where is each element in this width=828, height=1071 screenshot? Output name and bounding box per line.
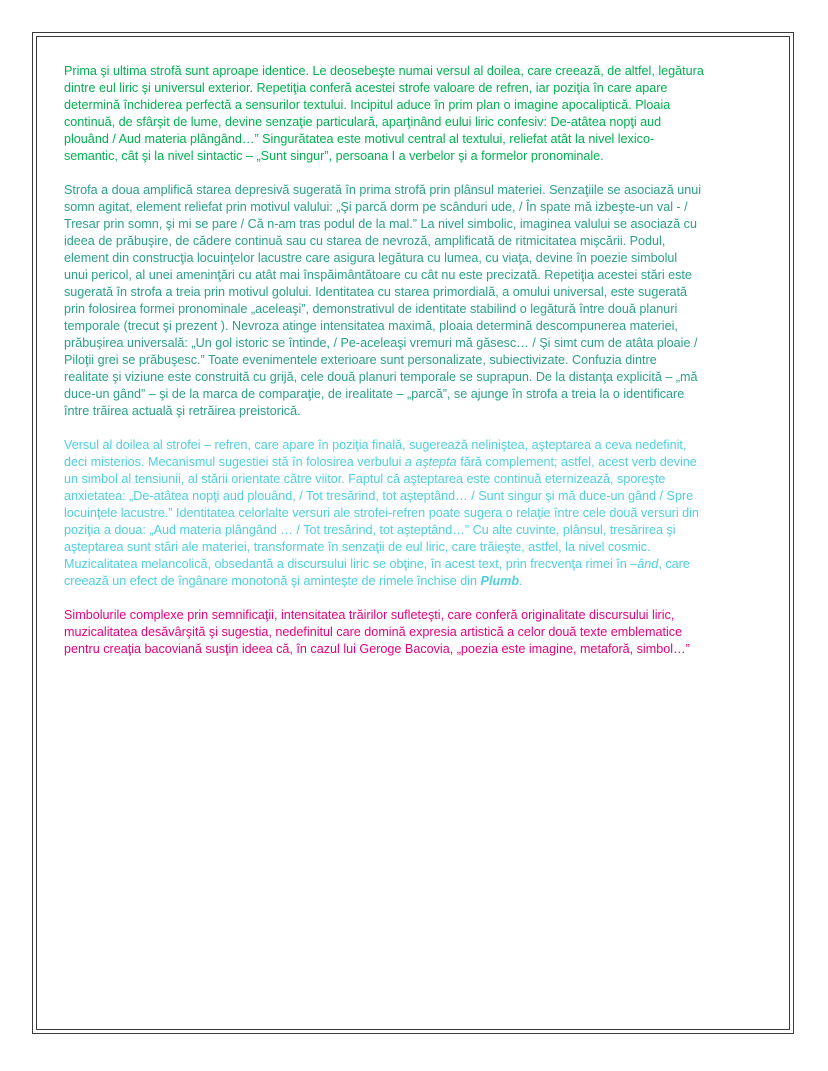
paragraph-3-text-1: Versul al doilea al strofei – refren, care apare în poziţia finală, sugerează neliniştea, aşteptarea a ceva nedefinit, deci misterios. Mecanismul sugestiei stă în folosirea verbului: [64, 438, 687, 469]
paragraph-3-italic-verb: a aştepta: [404, 455, 457, 469]
paragraph-1: Prima şi ultima strofă sunt aproape identice. Le deosebeşte numai versul al doilea, care creează, de altfel, legătura dintre eul liric şi universul exterior. Repetiţia conferă acestei strofe valoare de refren, iar poziţia în care apare determină închiderea perfectă a sensurilor textului. Incipitul aduce în prim plan o imagine apocaliptică. Ploaia continuă, de sfârşit de lume, devine senzaţie particulară, aparţinând eului liric confesiv: De-atâtea nopţi aud plouând / Aud materia plângând…” Singurătatea este motivul central al textului, reliefat atât la nivel lexico-semantic, cât şi la nivel sintactic – „Sunt singur”, persoana I a verbelor şi a formelor pronominale.: [64, 64, 704, 163]
paragraph-3-text-2: fără complement; astfel, acest verb devine un simbol al tensiunii, al stării orientate către viitor. Faptul că aşteptarea este continuă eternizează, sporeşte anxietatea: „De-atâtea nopţi aud plouând, / Tot tresărind, tot aşteptând… / Sunt singur şi mă duce-un gând / Spre locuinţele lacustre.” Identitatea celorlalte versuri ale strofei-refren poate sugera o relaţie între cele două versuri din poziţia a doua: „Aud materia plângând … / Tot tresărind, tot aşteptând…” Cu alte cuvinte, plânsul, tresărirea şi aşteptarea sunt stări ale materiei, transformate în senzaţii de eul liric, care trăieşte, astfel, la nivel cosmic. Muzicalitatea melancolică, obsedantă a discursului liric se obţine, în acest text, prin frecvenţa rimei în: [64, 455, 699, 571]
paragraph-3-text-end: .: [519, 574, 523, 588]
document-body: [64, 63, 704, 675]
paragraph-3-title-plumb: Plumb: [480, 574, 520, 588]
paragraph-4: Simbolurile complexe prin semnificaţii, intensitatea trăirilor sufleteşti, care conferă originalitate discursului liric, muzicalitatea desăvârşită şi sugestia, nedefinitul care domină expresia artistică a celor două texte emblematice pentru creaţia bacoviană susţin ideea că, în cazul lui Geroge Bacovia, „poezia este imagine, metaforă, simbol…”: [64, 608, 690, 656]
paragraph-3: [64, 437, 704, 590]
paragraph-3-italic-rhyme: –ând: [630, 557, 659, 571]
paragraph-2: Strofa a doua amplifică starea depresivă sugerată în prima strofă prin plânsul materiei. Senzaţiile se asociază unui somn agitat, element reliefat prin motivul valului: „Şi parcă dorm pe scânduri ude, / În spate mă izbeşte-un val - / Tresar prin somn, şi mi se pare / Că n-am tras podul de la mal.” La nivel simbolic, imaginea valului se asociază cu ideea de prăbuşire, de cădere continuă sau cu starea de nevroză, amplificată de ritmicitatea mişcării. Podul, element din construcţia locuinţelor lacustre care asigura legătura cu lumea, cu viaţa, devine în poezie simbolul unui pericol, al unei ameninţări cu atât mai înspăimântătoare cu cât nu este precizată. Repetiţia acestei stări este sugerată în strofa a treia prin motivul golului. Identitatea cu starea primordială, a omului universal, este sugerată prin folosirea formei pronominale „aceleaşi”, demonstrativul de identitate stabilind o legătură între două planuri temporale (trecut şi prezent ). Nevroza atinge intensitatea maximă, ploaia determină descompunerea materiei, prăbuşirea universală: „Un gol istoric se întinde, / Pe-aceleaşi vremuri mă găsesc… / Şi simt cum de atâta ploaie / Piloţii grei se prăbuşesc.” Toate evenimentele exterioare sunt personalizate, subiectivizate. Confuzia dintre realitate şi viziune este construită cu grijă, cele două planuri temporale se suprapun. De la distanţa explicită – „mă duce-un gând” – şi de la marca de comparaţie, de irealitate – „parcă”, se ajunge în strofa a treia la o identificare între trăirea actuală şi retrăirea preistorică.: [64, 183, 702, 418]
paragraph-3-text-3: , care creează un efect de îngânare monotonă şi aminteşte de rimele închise din: [64, 557, 690, 588]
